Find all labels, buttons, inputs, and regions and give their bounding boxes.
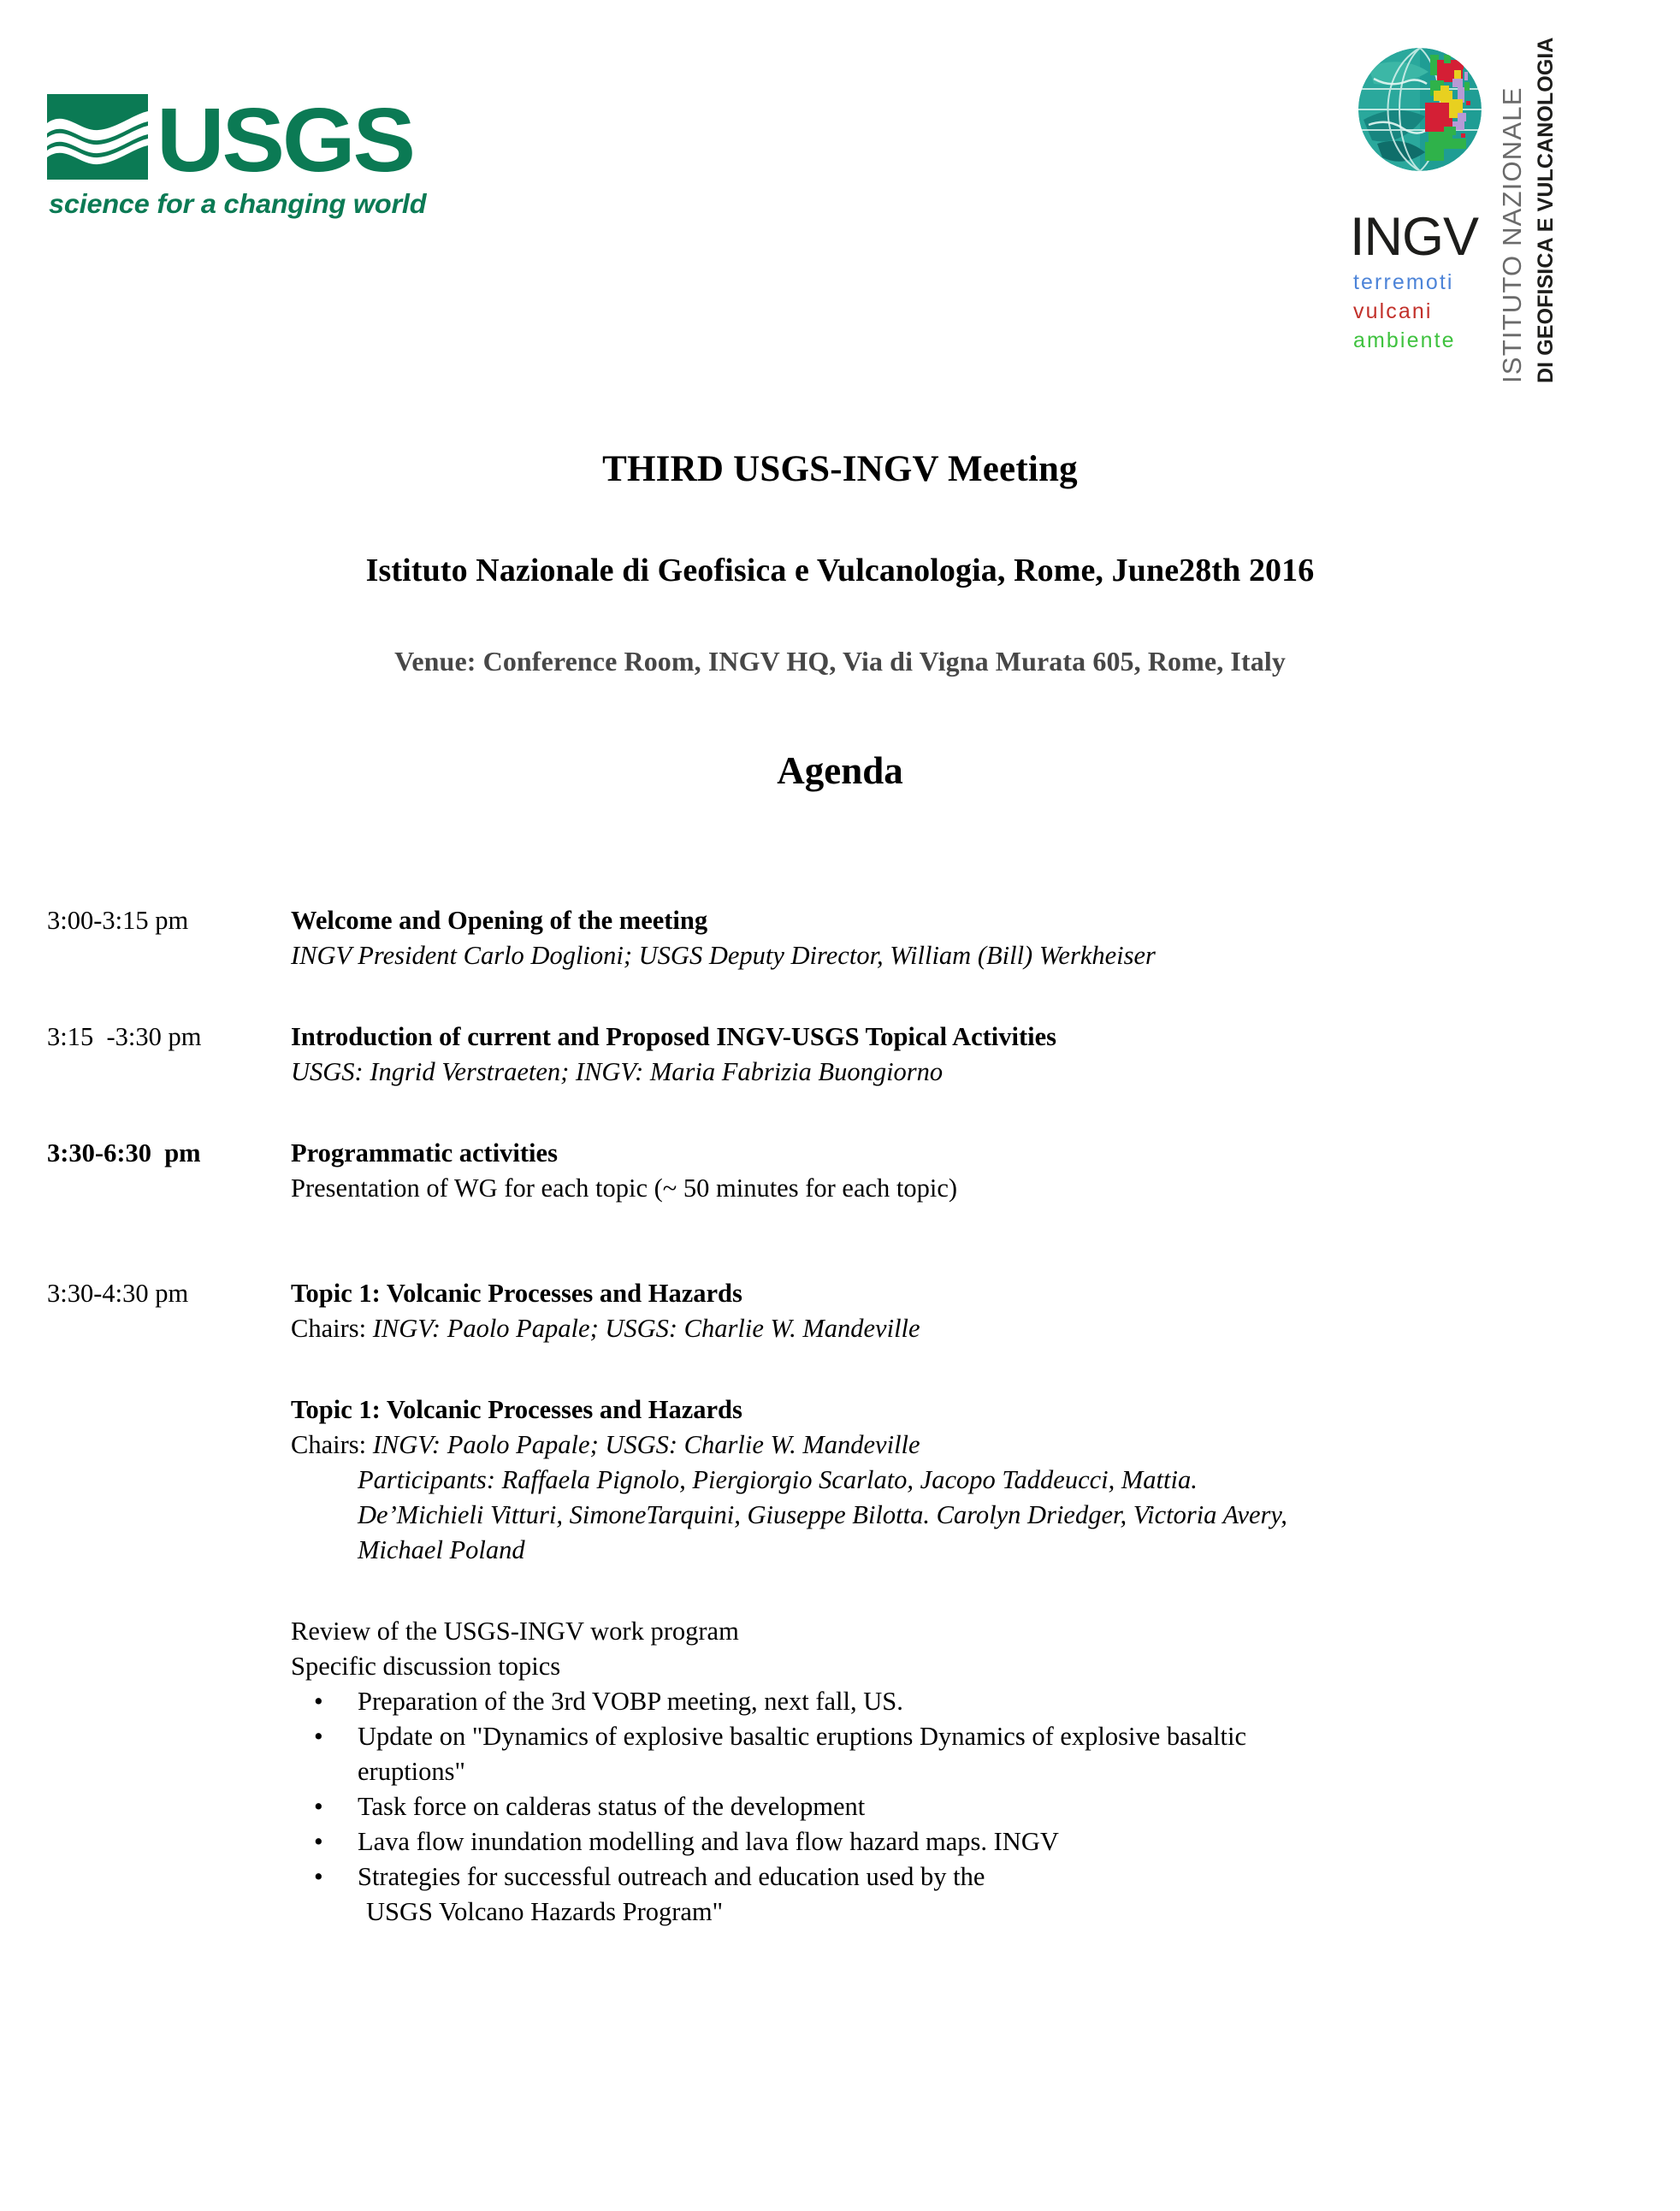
review-line: Review of the USGS-INGV work program [291,1617,739,1646]
chairs-label: Chairs: [291,1430,373,1459]
participants-names: : Raffaela Pignolo, Piergiorgio Scarlato, Jacopo Taddeucci, Mattia. [486,1465,1198,1494]
agenda-entry [0,903,1680,973]
agenda-entry-time: 3:30-6:30 pm [47,1138,201,1168]
agenda-entry-time: 3:00-3:15 pm [47,906,189,935]
list-item-text: Preparation of the 3rd VOBP meeting, next fall, US. [358,1687,903,1716]
agenda-entry-title: Programmatic activities [291,1138,558,1168]
agenda-entry [0,1276,1680,1930]
bullet-icon: • [314,1687,323,1716]
agenda-entry-chairs-line [291,1311,1547,1346]
discussion-topics-list [291,1684,1547,1930]
venue-line: Venue: Conference Room, INGV HQ, Via di Vigna Murata 605, Rome, Italy [394,646,1286,677]
agenda-entry [0,1020,1680,1090]
page-title: THIRD USGS-INGV Meeting [602,449,1078,489]
ingv-wordmark: INGV [1350,207,1479,267]
ingv-vertical-istituto-nazionale: ISTITUTO NAZIONALE [1497,86,1527,383]
agenda-entry-title: Introduction of current and Proposed INGV-USGS Topical Activities [291,1022,1057,1051]
bullet-icon: • [314,1862,323,1891]
spacer [291,1568,1547,1614]
ingv-tagline-terremoti: terremoti [1353,270,1454,294]
spacer [0,1090,1680,1136]
ingv-vertical-text-block [1495,37,1606,383]
bullet-icon: • [314,1722,323,1751]
ingv-tagline-vulcani: vulcani [1353,299,1433,323]
spacer [0,1252,1680,1276]
chairs-names: INGV: Paolo Papale; USGS: Charlie W. Mandeville [372,1430,920,1459]
usgs-wordmark: USGS [157,89,413,191]
spacer [0,1206,1680,1252]
usgs-logo [47,89,492,220]
agenda-body [0,903,1680,1930]
ingv-tagline-block [1353,269,1456,355]
agenda-heading: Agenda [777,749,903,792]
agenda-entry [0,1136,1680,1206]
agenda-entry-content [291,903,1680,973]
spacer [291,1346,1547,1392]
list-item-text-continued: eruptions" [358,1757,465,1786]
agenda-entry-detail: Presentation of WG for each topic (~ 50 minutes for each topic) [291,1173,958,1203]
bullet-icon: • [314,1827,323,1856]
ingv-tagline-ambiente: ambiente [1353,328,1456,352]
agenda-repeat-chairs-line [291,1428,1547,1463]
participants-line [358,1463,1547,1498]
agenda-entry-content [291,1020,1680,1090]
usgs-wave-mark-icon [47,94,148,180]
agenda-entry-content [291,1276,1680,1930]
agenda-entry-time: 3:15 -3:30 pm [47,1022,202,1051]
page-subtitle: Istituto Nazionale di Geofisica e Vulcanologia, Rome, June28th 2016 [365,553,1315,588]
list-item-text: Update on "Dynamics of explosive basaltic eruptions Dynamics of explosive basaltic [358,1722,1247,1751]
ingv-vertical-di-geofisica-e-vulcanologia: DI GEOFISICA E VULCANOLOGIA [1534,37,1558,383]
list-item-text: Task force on calderas status of the development [358,1792,866,1821]
agenda-entry-time: 3:30-4:30 pm [47,1279,189,1308]
list-item [291,1859,1547,1930]
ingv-globe-icon [1352,41,1488,178]
specific-discussion-topics-label: Specific discussion topics [291,1652,561,1681]
list-item [291,1684,1547,1719]
agenda-entry-content [291,1136,1680,1206]
header-logo-area [0,0,1680,402]
usgs-tagline: science for a changing world [49,188,427,219]
chairs-label: Chairs: [291,1314,373,1343]
participants-label: Participants [358,1465,487,1494]
agenda-entry-title: Topic 1: Volcanic Processes and Hazards [291,1279,742,1308]
list-item [291,1719,1547,1789]
agenda-entry-detail: USGS: Ingrid Verstraeten; INGV: Maria Fabrizia Buongiorno [291,1057,944,1086]
list-item-text: Lava flow inundation modelling and lava flow hazard maps. INGV [358,1827,1059,1856]
participants-block [291,1463,1547,1568]
agenda-repeat-title: Topic 1: Volcanic Processes and Hazards [291,1395,742,1424]
participants-line: De’Michieli Vitturi, SimoneTarquini, Giuseppe Bilotta. Carolyn Driedger, Victoria Avery, [358,1500,1287,1529]
list-item [291,1824,1547,1859]
spacer [0,973,1680,1020]
ingv-logo [1328,37,1618,383]
chairs-names: INGV: Paolo Papale; USGS: Charlie W. Mandeville [372,1314,920,1343]
list-item [291,1789,1547,1824]
bullet-icon: • [314,1792,323,1821]
agenda-entry-title: Welcome and Opening of the meeting [291,906,708,935]
participants-line: Michael Poland [358,1535,525,1564]
list-item-text: Strategies for successful outreach and education used by the [358,1862,985,1891]
list-item-text-continued: USGS Volcano Hazards Program" [366,1897,724,1926]
agenda-entry-detail: INGV President Carlo Doglioni; USGS Deputy Director, William (Bill) Werkheiser [291,941,1156,970]
